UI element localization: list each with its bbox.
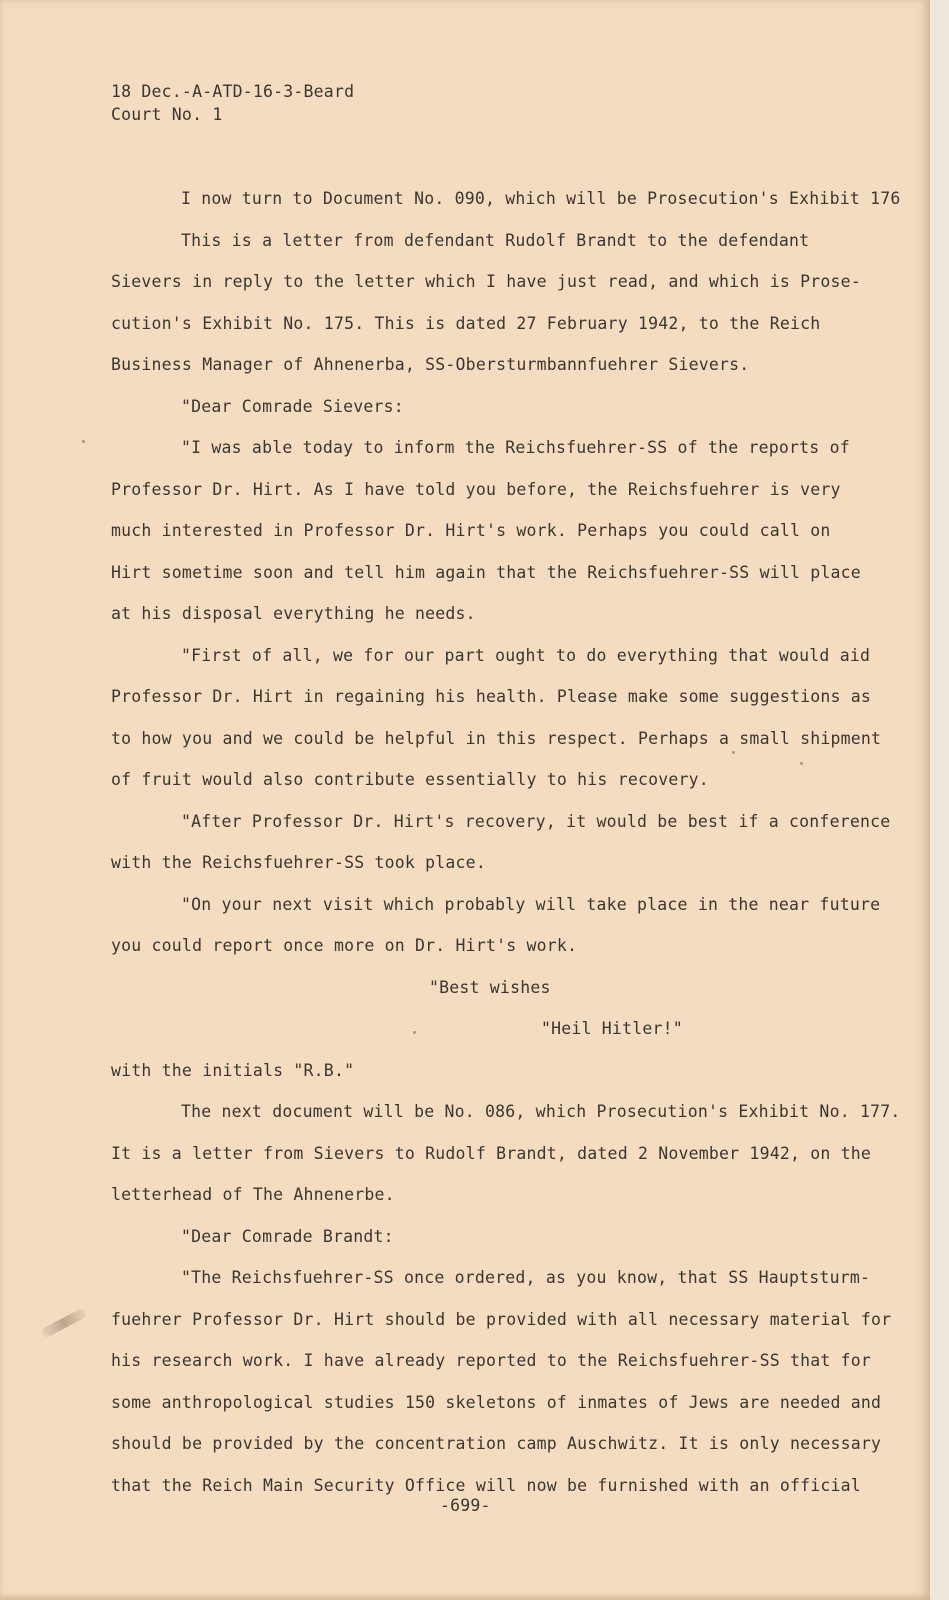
text-line: "The Reichsfuehrer-SS once ordered, as you know, that SS Hauptsturm-: [181, 1268, 871, 1287]
closing-line: "Best wishes: [429, 977, 551, 997]
signature-line: "Heil Hitler!": [541, 1019, 683, 1038]
paper-smudge: [40, 1307, 87, 1338]
text-line: "First of all, we for our part ought to do everything that would aid: [181, 645, 871, 665]
paper-speck: [82, 440, 85, 443]
text-line: Professor Dr. Hirt. As I have told you before, the Reichsfuehrer is very: [111, 479, 841, 499]
paper-speck: [732, 751, 735, 754]
text-line: should be provided by the concentration camp Auschwitz. It is only necessary: [111, 1434, 882, 1453]
text-line: some anthropological studies 150 skeletons of inmates of Jews are needed and: [111, 1392, 882, 1412]
text-line: "Dear Comrade Sievers:: [181, 396, 404, 416]
text-line: It is a letter from Sievers to Rudolf Brandt, dated 2 November 1942, on the: [111, 1143, 872, 1163]
text-line: that the Reich Main Security Office will now be furnished with an official: [111, 1475, 861, 1495]
text-line: This is a letter from defendant Rudolf Brandt to the defendant: [181, 230, 810, 250]
text-line: "On your next visit which probably will take place in the near future: [181, 894, 881, 914]
text-line: "Dear Comrade Brandt:: [181, 1226, 394, 1246]
text-line: cution's Exhibit No. 175. This is dated 27 February 1942, to the Reich: [111, 313, 821, 333]
text-line: much interested in Professor Dr. Hirt's work. Perhaps you could call on: [111, 521, 831, 540]
text-line: of fruit would also contribute essentially to his recovery.: [111, 770, 709, 789]
scan-margin: [930, 0, 949, 1600]
text-line: I now turn to Document No. 090, which will be Prosecution's Exhibit 176: [181, 189, 901, 208]
paper-speck: [800, 762, 803, 765]
document-body: [111, 178, 911, 1506]
text-line: fuehrer Professor Dr. Hirt should be provided with all necessary material for: [111, 1309, 892, 1329]
text-line: at his disposal everything he needs.: [111, 604, 476, 623]
text-line: "I was able today to inform the Reichsfuehrer-SS of the reports of: [181, 438, 850, 457]
paper-speck: [413, 1031, 416, 1034]
text-line: with the initials "R.B.": [111, 1060, 355, 1080]
text-line: letterhead of The Ahnenerbe.: [111, 1185, 395, 1204]
text-line: Business Manager of Ahnenerba, SS-Obersturmbannfuehrer Sievers.: [111, 355, 750, 374]
text-line: "After Professor Dr. Hirt's recovery, it would be best if a conference: [181, 811, 891, 831]
text-line: Hirt sometime soon and tell him again that the Reichsfuehrer-SS will place: [111, 562, 861, 582]
text-line: Sievers in reply to the letter which I have just read, and which is Prose-: [111, 272, 861, 291]
header-line-1: 18 Dec.-A-ATD-16-3-Beard: [111, 82, 355, 101]
text-line: you could report once more on Dr. Hirt's work.: [111, 936, 578, 955]
text-line: The next document will be No. 086, which Prosecution's Exhibit No. 177.: [181, 1102, 901, 1121]
document-header: [111, 80, 354, 126]
header-line-2: Court No. 1: [111, 105, 223, 124]
text-line: Professor Dr. Hirt in regaining his health. Please make some suggestions as: [111, 687, 872, 706]
text-line: to how you and we could be helpful in this respect. Perhaps a small shipment: [111, 728, 882, 748]
text-line: with the Reichsfuehrer-SS took place.: [111, 853, 486, 872]
page-number: -699-: [440, 1496, 491, 1515]
text-line: his research work. I have already reported to the Reichsfuehrer-SS that for: [111, 1351, 872, 1370]
